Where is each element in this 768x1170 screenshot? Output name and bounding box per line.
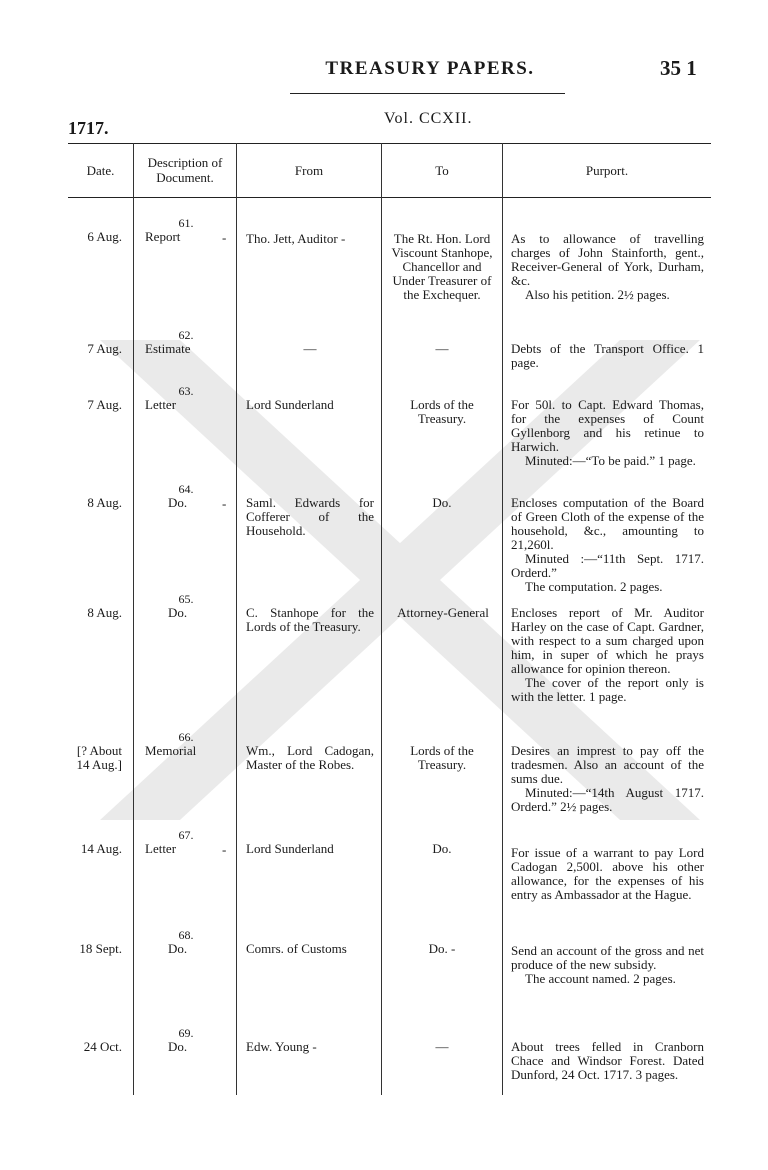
entry-to: Attorney-General	[397, 605, 489, 620]
entry-description: Do.	[168, 941, 188, 956]
entry-from: Saml. Edwards for Cofferer of the Household.	[246, 495, 374, 538]
entry-number: 67.	[178, 828, 194, 842]
column-divider	[502, 143, 503, 1095]
purport-note: Minuted:—“To be paid.” 1 page.	[525, 453, 696, 468]
entry-number: 66.	[178, 730, 194, 744]
entry-description: Letter	[145, 841, 177, 856]
purport-text: Desires an imprest to pay off the tradesmen. Also an account of the sums due.	[511, 743, 704, 786]
entry-number: 63.	[178, 384, 194, 398]
volume-label: Vol. CCXII.	[384, 110, 473, 127]
entry-from: Lord Sunderland	[246, 397, 334, 412]
column-header-to: To	[435, 162, 449, 178]
entry-purport	[511, 232, 704, 302]
header-rule	[290, 93, 565, 94]
column-divider	[236, 143, 237, 1095]
entry-number: 61.	[178, 216, 194, 230]
dash-mark: -	[222, 842, 227, 857]
entry-purport: About trees felled in Cranborn Chace and Windsor Forest. Dated Dunford, 24 Oct. 1717. 3 pages.	[511, 1039, 704, 1082]
column-header-purport: Purport.	[585, 162, 629, 178]
purport-note: Also his petition. 2½ pages.	[525, 287, 670, 302]
entry-to: Lords of the Treasury.	[410, 397, 474, 426]
entry-to: The Rt. Hon. Lord Viscount Stanhope, Chancellor and Under Treasurer of the Exchequer.	[391, 231, 493, 302]
entry-to: Do. -	[428, 941, 456, 956]
dash-mark: -	[222, 230, 227, 245]
purport-note: The account named. 2 pages.	[525, 971, 676, 986]
purport-note: Minuted :—“11th Sept. 1717. Orderd.”	[511, 551, 704, 580]
purport-note: The computation. 2 pages.	[525, 579, 663, 594]
entry-purport	[511, 496, 704, 594]
entry-purport	[511, 398, 704, 468]
entry-to: Do.	[432, 841, 452, 856]
entry-from: Tho. Jett, Auditor -	[246, 231, 346, 246]
entry-from: Wm., Lord Cadogan, Master of the Robes.	[246, 743, 374, 772]
purport-text: Encloses report of Mr. Auditor Harley on the case of Capt. Gardner, with respect to a sum charged upon him, in super of which he prays allowance for opinion thereon.	[511, 605, 704, 676]
entry-from: Comrs. of Customs	[246, 941, 347, 956]
entry-purport	[511, 944, 704, 986]
entry-from: —	[303, 341, 317, 356]
entry-date: [? About 14 Aug.]	[76, 743, 122, 772]
purport-note: The cover of the report only is with the letter. 1 page.	[511, 675, 704, 704]
entry-date: 6 Aug.	[87, 229, 122, 244]
column-header-description: Description of Document.	[147, 155, 223, 185]
purport-text: Encloses computation of the Board of Green Cloth of the expense of the household, &c., amounting to 21,260l.	[511, 495, 704, 552]
entry-to: —	[435, 1039, 449, 1054]
entry-description: Report	[145, 229, 181, 244]
purport-text: For 50l. to Capt. Edward Thomas, for the expenses of Count Gyllenborg and his retinue to Harwich.	[511, 397, 704, 454]
running-title: TREASURY PAPERS.	[325, 58, 535, 79]
purport-text: Send an account of the gross and net produce of the new subsidy.	[511, 943, 704, 972]
entry-date: 7 Aug.	[87, 341, 122, 356]
entry-purport: Debts of the Transport Office. 1 page.	[511, 341, 704, 370]
dash-mark: -	[222, 496, 227, 511]
entry-number: 69.	[178, 1026, 194, 1040]
column-divider	[133, 143, 134, 1095]
entry-date: 18 Sept.	[79, 941, 122, 956]
entry-number: 64.	[178, 482, 194, 496]
entry-description: Do.	[168, 1039, 188, 1054]
entry-description: Letter	[145, 397, 177, 412]
entry-to: —	[435, 341, 449, 356]
purport-note: Minuted:—“14th August 1717. Orderd.” 2½ pages.	[511, 785, 704, 814]
table-head-rule	[68, 197, 711, 198]
column-header-date: Date.	[86, 162, 115, 178]
entry-description: Do.	[168, 495, 188, 510]
entry-from: Lord Sunderland	[246, 841, 334, 856]
entry-description: Memorial	[145, 743, 197, 758]
entry-purport	[511, 744, 704, 814]
entry-description: Do.	[168, 605, 188, 620]
column-header-from: From	[294, 162, 324, 178]
entry-to: Lords of the Treasury.	[410, 743, 474, 772]
entry-from: Edw. Young -	[246, 1039, 317, 1054]
entry-date: 8 Aug.	[87, 495, 122, 510]
year-label: 1717.	[68, 118, 109, 138]
entry-date: 7 Aug.	[87, 397, 122, 412]
entry-purport: For issue of a warrant to pay Lord Cadogan 2,500l. above his other allowance, for the expenses of his entry as Ambassador at the Hague.	[511, 845, 704, 902]
entry-number: 68.	[178, 928, 194, 942]
entry-date: 14 Aug.	[80, 841, 122, 856]
purport-text: As to allowance of travelling charges of John Stainforth, gent., Receiver-General of York, Durham, &c.	[511, 231, 704, 288]
entry-description: Estimate	[145, 341, 191, 356]
entry-from: C. Stanhope for the Lords of the Treasury.	[246, 605, 374, 634]
entry-date: 24 Oct.	[83, 1039, 122, 1054]
entry-number: 62.	[178, 328, 194, 342]
entry-purport	[511, 606, 704, 704]
entry-to: Do.	[432, 495, 452, 510]
entry-number: 65.	[178, 592, 194, 606]
page-number: 35 1	[660, 56, 697, 80]
entry-date: 8 Aug.	[87, 605, 122, 620]
column-divider	[381, 143, 382, 1095]
